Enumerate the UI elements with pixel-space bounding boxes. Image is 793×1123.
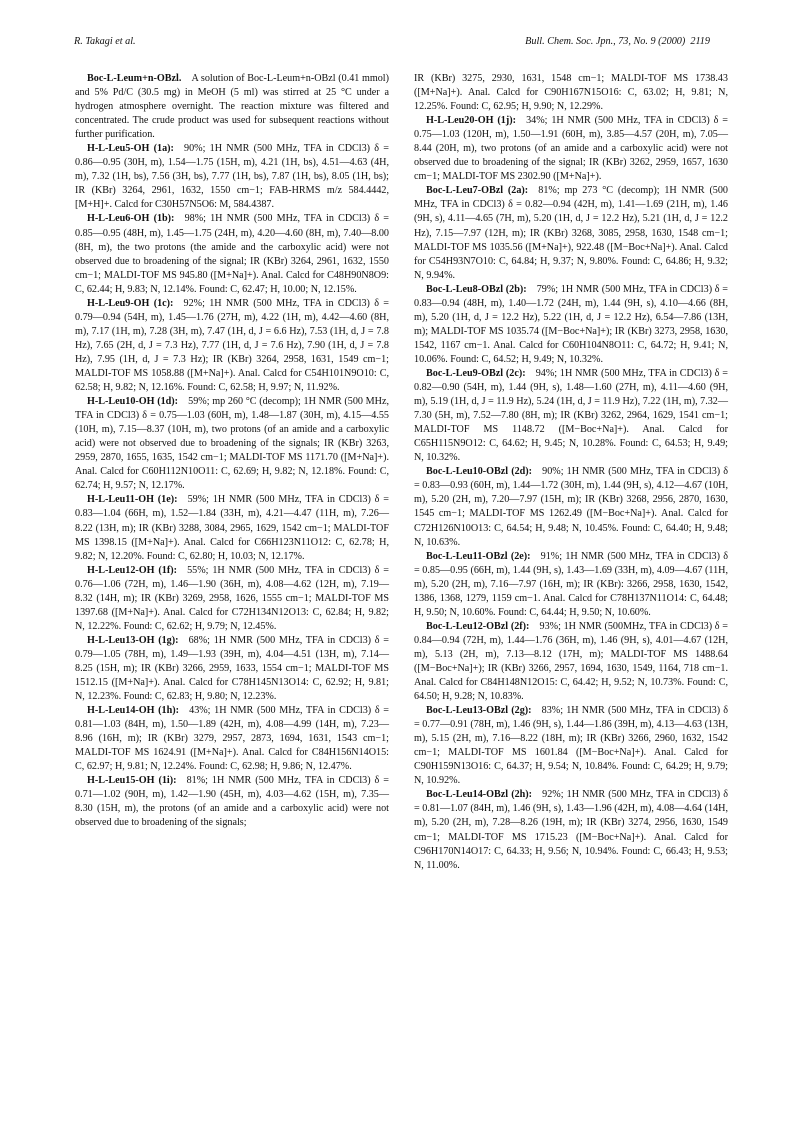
compound-label: Boc-L-Leu12-OBzl (2f): bbox=[426, 620, 530, 632]
compound-label: Boc-L-Leu8-OBzl (2b): bbox=[426, 283, 527, 295]
compound-data-text: 79%; 1H NMR (500 MHz, TFA in CDCl3) δ = 0.83—0.94 (48H, m), 1.40—1.72 (24H, m), 1.44 (9H, s), 4.10—4.66 (8H, m), 5.20 (1H, d, J = 12.2 Hz), 5.22 (1H, d, J = 12.2 Hz), 6.54—7.86 (13H, m); MALDI-TOF MS 1035.74 ([M−Boc+Na]+); IR (KBr) 3273, 2958, 1630, 1542, 1167 cm−1. Anal. Calcd for C60H104N8O11: C, 64.72; H, 9.41; N, 10.06%. Found: C, 64.52; H, 9.49; N, 10.32%. bbox=[414, 283, 728, 365]
compound-label: H-L-Leu10-OH (1d): bbox=[87, 396, 179, 408]
compound-entry bbox=[75, 395, 389, 493]
compound-data-text: IR (KBr) 3275, 2930, 1631, 1548 cm−1; MALDI-TOF MS 1738.43 ([M+Na]+). Anal. Calcd for C90H167N15O16: C, 63.02; H, 9.81; N, 12.25%. Found: C, 62.95; H, 9.90; N, 12.29%. bbox=[414, 73, 728, 113]
header-page-number: 2119 bbox=[690, 36, 710, 47]
compound-label: Boc-L-Leum+n-OBzl. bbox=[87, 73, 182, 84]
compound-entry bbox=[414, 367, 728, 465]
compound-data-text: 93%; 1H NMR (500MHz, TFA in CDCl3) δ = 0.84—0.94 (72H, m), 1.44—1.76 (36H, m), 1.46 (9H, s), 4.01—4.67 (12H, m), 5.13 (2H, m), 7.13—8.12 (17H, m); MALDI-TOF MS 1488.64 ([M−Boc+Na]+); IR (KBr) 3266, 2957, 1694, 1630, 1549, 1164, 718 cm−1. Anal. Calcd for C84H148N12O15: C, 64.42; H, 9.52; N, 10.73%. Found: C, 64.50; H, 9.28; N, 10.83%. bbox=[414, 620, 728, 703]
compound-label: H-L-Leu6-OH (1b): bbox=[87, 213, 175, 225]
compound-data-text: 83%; 1H NMR (500 MHz, TFA in CDCl3) δ = 0.77—0.91 (78H, m), 1.46 (9H, s), 1.44—1.86 (39H, m), 4.13—4.63 (13H, m), 5.15 (2H, m), 7.16—8.22 (18H, m); IR (KBr) 3266, 2960, 1632, 1542 cm−1; MALDI-TOF MS 1601.84 ([M−Boc+Na]+). Anal. Calcd for C90H159N13O16: C, 64.37; H, 9.54; N, 10.84%. Found: C, 64.29; H, 9.79; N, 10.92%. bbox=[414, 705, 729, 787]
compound-data-text: 90%; 1H NMR (500 MHz, TFA in CDCl3) δ = 0.86—0.95 (30H, m), 1.54—1.75 (15H, m), 4.21 (1H, bs), 4.51—4.63 (4H, m), 7.32 (1H, bs), 7.56 (3H, bs), 7.77 (1H, bs), 7.87 (1H, bs), 8.05 (1H, bs); IR (KBr) 3264, 2961, 1632, 1550 cm−1; FAB-HRMS m/z 584.4442, [M+H]+. Calcd for C30H57N5O6: M, 584.4387. bbox=[75, 143, 389, 211]
compound-data-text: A solution of Boc-L-Leum+n-OBzl (0.41 mmol) and 5% Pd/C (30.5 mg) in MeOH (5 ml) was stirred at 25 °C under a hydrogen atmosphere overnight. The reaction mixture was filtered and concentrated. The crude product was used for subsequent reactions without further purification. bbox=[75, 73, 389, 141]
compound-label: H-L-Leu11-OH (1e): bbox=[87, 494, 178, 506]
compound-data-text: 92%; 1H NMR (500 MHz, TFA in CDCl3) δ = 0.81—1.07 (84H, m), 1.46 (9H, s), 1.43—1.96 (42H, m), 4.08—4.64 (14H, m), 5.20 (2H, m), 7.28—8.26 (19H, m); IR (KBr) 3274, 2956, 1630, 1549 cm−1; MALDI-TOF MS 1715.23 ([M−Boc+Na]+). Anal. Calcd for C96H170N14O17: C, 64.33; H, 9.56; N, 10.94%. Found: C, 66.43; H, 9.53; N, 11.00%. bbox=[414, 789, 728, 871]
compound-entry bbox=[75, 212, 389, 296]
compound-entry bbox=[75, 564, 389, 634]
compound-entry bbox=[414, 620, 728, 704]
compound-data-text: 43%; 1H NMR (500 MHz, TFA in CDCl3) δ = 0.81—1.03 (84H, m), 1.50—1.89 (42H, m), 4.08—4.99 (14H, m), 7.23—8.96 (16H, m); IR (KBr) 3279, 2957, 2873, 1694, 1631, 1543 cm−1; MALDI-TOF MS 1624.91 ([M+Na]+). Anal. Calcd for C84H156N14O15: C, 62.97; H, 9.81; N, 12.24%. Found: C, 62.98; H, 9.86; N, 12.47%. bbox=[75, 705, 389, 773]
compound-entry bbox=[414, 114, 728, 184]
compound-label: Boc-L-Leu9-OBzl (2c): bbox=[426, 367, 526, 379]
compound-label: H-L-Leu12-OH (1f): bbox=[87, 564, 177, 576]
compound-entry bbox=[75, 72, 389, 142]
compound-entry bbox=[75, 142, 389, 212]
compound-label: Boc-L-Leu14-OBzl (2h): bbox=[426, 789, 533, 801]
compound-entry bbox=[414, 465, 728, 549]
compound-label: Boc-L-Leu13-OBzl (2g): bbox=[426, 705, 532, 717]
compound-entry bbox=[414, 283, 728, 367]
compound-label: Boc-L-Leu7-OBzl (2a): bbox=[426, 185, 529, 197]
compound-data-text: 34%; 1H NMR (500 MHz, TFA in CDCl3) δ = 0.75—1.03 (120H, m), 1.50—1.91 (60H, m), 3.85—4.57 (20H, m), 7.05—8.44 (20H, m), two protons (of an amide and a carboxylic acid) were not observed due to broadening of the signal; IR (KBr) 3262, 2959, 1657, 1630 cm−1; MALDI-TOF MS 2302.90 ([M+Na]+). bbox=[414, 115, 728, 183]
left-column bbox=[75, 72, 389, 831]
compound-entry bbox=[414, 72, 728, 114]
compound-data-text: 91%; 1H NMR (500 MHz, TFA in CDCl3) δ = 0.85—0.95 (66H, m), 1.44 (9H, s), 1.43—1.69 (33H, m), 4.09—4.67 (11H, m), 5.20 (2H, m), 7.16—7.97 (16H, m); IR (KBr): 3266, 2958, 1630, 1542, 1386, 1368, 1279, 1159 cm−1. Anal. Calcd for C78H137N11O14: C, 64.48; H, 9.50; N, 10.60%. Found: C, 64.44; H, 9.50; N, 10.60%. bbox=[414, 550, 729, 618]
header-journal: Bull. Chem. Soc. Jpn., 73, No. 9 (2000) bbox=[525, 36, 686, 47]
compound-entry bbox=[414, 704, 728, 788]
compound-entry bbox=[75, 774, 389, 830]
compound-label: H-L-Leu15-OH (1i): bbox=[87, 775, 177, 787]
header-author: R. Takagi et al. bbox=[74, 36, 136, 47]
compound-label: H-L-Leu9-OH (1c): bbox=[87, 297, 174, 309]
compound-entry bbox=[414, 184, 728, 282]
compound-data-text: 59%; mp 260 °C (decomp); 1H NMR (500 MHz, TFA in CDCl3) δ = 0.75—1.03 (60H, m), 1.48—1.87 (30H, m), 4.15—4.55 (10H, m), 7.15—8.37 (10H, m), two protons (of an amide and a carboxylic acid) were not observed due to broadening of the signals; IR (KBr) 3263, 2959, 2870, 1655, 1635, 1542 cm−1; MALDI-TOF MS 1171.70 ([M+Na]+). Anal. Calcd for C60H112N10O11: C, 62.69; H, 9.82; N, 12.18%. Found: C, 62.74; H, 9.57; N, 12.17%. bbox=[75, 396, 390, 492]
compound-label: H-L-Leu5-OH (1a): bbox=[87, 143, 174, 155]
compound-label: H-L-Leu13-OH (1g): bbox=[87, 634, 179, 646]
compound-data-text: 98%; 1H NMR (500 MHz, TFA in CDCl3) δ = 0.85—0.95 (48H, m), 1.45—1.75 (24H, m), 4.20—4.60 (8H, m), 7.40—8.00 (8H, m), the two protons (the amide and the carboxylic acid) were not observed due to broadening of the signal; IR (KBr) 3264, 2961, 1632, 1550 cm−1; MALDI-TOF MS 945.80 ([M+Na]+). Anal. Calcd for C48H90N8O9: C, 62.44; H, 9.83; N, 12.14%. Found: C, 62.47; H, 10.00; N, 12.15%. bbox=[75, 213, 389, 295]
compound-entry bbox=[75, 704, 389, 774]
compound-label: Boc-L-Leu11-OBzl (2e): bbox=[426, 550, 531, 562]
compound-entry bbox=[75, 493, 389, 563]
compound-data-text: 59%; 1H NMR (500 MHz, TFA in CDCl3) δ = 0.83—1.04 (66H, m), 1.52—1.84 (33H, m), 4.21—4.47 (11H, m), 7.26—8.22 (13H, m); IR (KBr) 3288, 3084, 2965, 1629, 1542 cm−1; MALDI-TOF MS 1398.15 ([M+Na]+). Anal. Calcd for C66H123N11O12: C, 62.78; H, 9.82; N, 12.20%. Found: C, 62.80; H, 10.03; N, 12.17%. bbox=[75, 494, 389, 562]
compound-entry bbox=[75, 297, 389, 395]
running-header bbox=[74, 36, 710, 52]
compound-data-text: 81%; 1H NMR (500 MHz, TFA in CDCl3) δ = 0.71—1.02 (90H, m), 1.42—1.90 (45H, m), 4.03—4.62 (15H, m), 7.35—8.30 (15H, m), the protons (of an amide and a carboxylic acid) were not observed due to broadening of the signals; bbox=[75, 775, 389, 829]
right-column bbox=[414, 72, 728, 873]
compound-entry bbox=[414, 550, 728, 620]
compound-entry bbox=[75, 634, 389, 704]
compound-data-text: 68%; 1H NMR (500 MHz, TFA in CDCl3) δ = 0.79—1.05 (78H, m), 1.49—1.93 (39H, m), 4.04—4.51 (13H, m), 7.14—8.25 (15H, m); IR (KBr) 3266, 2959, 1633, 1554 cm−1; MALDI-TOF MS 1512.15 ([M+Na]+). Anal. Calcd for C78H145N13O14: C, 62.92; H, 9.81; N, 12.23%. Found: C, 62.83; H, 9.80; N, 12.23%. bbox=[75, 634, 389, 703]
compound-label: Boc-L-Leu10-OBzl (2d): bbox=[426, 466, 533, 478]
compound-entry bbox=[414, 788, 728, 872]
compound-label: H-L-Leu14-OH (1h): bbox=[87, 705, 179, 717]
compound-data-text: 81%; mp 273 °C (decomp); 1H NMR (500 MHz, TFA in CDCl3) δ = 0.82—0.94 (42H, m), 1.41—1.69 (21H, m), 1.46 (9H, s), 4.11—4.65 (7H, m), 5.20 (1H, d, J = 12.2 Hz), 5.21 (1H, d, J = 12.2 Hz), 7.15—7.97 (12H, m); IR (KBr) 3268, 3085, 2958, 1630, 1548 cm−1; MALDI-TOF MS 1035.56 ([M+Na]+), 922.48 ([M−Boc+Na]+). Anal. Calcd for C54H93N7O10: C, 64.84; H, 9.37; N, 9.80%. Found: C, 64.86; H, 9.32; N, 9.94%. bbox=[414, 185, 728, 281]
header-journal-page bbox=[525, 36, 710, 47]
compound-data-text: 94%; 1H NMR (500 MHz, TFA in CDCl3) δ = 0.82—0.90 (54H, m), 1.44 (9H, s), 1.48—1.60 (27H, m), 4.11—4.60 (9H, m), 5.19 (1H, d, J = 11.9 Hz), 5.24 (1H, d, J = 11.9 Hz), 7.22 (1H, m), 7.32—7.30 (5H, m), 7.52—7.80 (8H, m); IR (KBr) 3262, 2964, 1629, 1541 cm−1; MALDI-TOF MS 1148.72 ([M−Boc+Na]+). Anal. Calcd for C65H115N9O12: C, 64.62; H, 9.45; N, 10.28%. Found: C, 64.53; H, 9.49; N, 10.32%. bbox=[414, 367, 728, 464]
compound-data-text: 92%; 1H NMR (500 MHz, TFA in CDCl3) δ = 0.79—0.94 (54H, m), 1.45—1.76 (27H, m), 4.22 (1H, m), 4.42—4.60 (8H, m), 7.17 (1H, m), 7.28 (3H, m), 7.47 (1H, d, J = 6.6 Hz), 7.53 (1H, d, J = 7.8 Hz), 7.65 (2H, d, J = 7.3 Hz), 7.77 (1H, d, J = 7.6 Hz), 7.90 (1H, d, J = 7.8 Hz), 7.95 (1H, d, J = 7.3 Hz); IR (KBr) 3264, 2958, 1631, 1549 cm−1; MALDI-TOF MS 1058.88 ([M+Na]+). Anal. Calcd for C54H101N9O10: C, 62.58; H, 9.82; N, 12.16%. Found: C, 62.58; H, 9.97; N, 11.92%. bbox=[75, 297, 389, 394]
compound-data-text: 55%; 1H NMR (500 MHz, TFA in CDCl3) δ = 0.76—1.06 (72H, m), 1.46—1.90 (36H, m), 4.08—4.62 (12H, m), 7.19—8.32 (14H, m); IR (KBr) 3269, 2958, 1626, 1555 cm−1; MALDI-TOF MS 1397.68 ([M+Na]+). Anal. Calcd for C72H134N12O13: C, 62.84; H, 9.82; N, 12.22%. Found: C, 62.62; H, 9.79; N, 12.45%. bbox=[75, 564, 389, 632]
compound-label: H-L-Leu20-OH (1j): bbox=[426, 115, 516, 127]
compound-data-text: 90%; 1H NMR (500 MHz, TFA in CDCl3) δ = 0.83—0.93 (60H, m), 1.44—1.72 (30H, m), 1.44 (9H, s), 4.12—4.67 (10H, m), 5.20 (2H, m), 7.20—7.97 (15H, m); IR (KBr) 3268, 2956, 2870, 1630, 1545 cm−1; MALDI-TOF MS 1262.49 ([M−Boc+Na]+). Anal. Calcd for C72H126N10O13: C, 64.54; H, 9.48; N, 10.45%. Found: C, 64.40; H, 9.48; N, 10.63%. bbox=[414, 466, 728, 548]
